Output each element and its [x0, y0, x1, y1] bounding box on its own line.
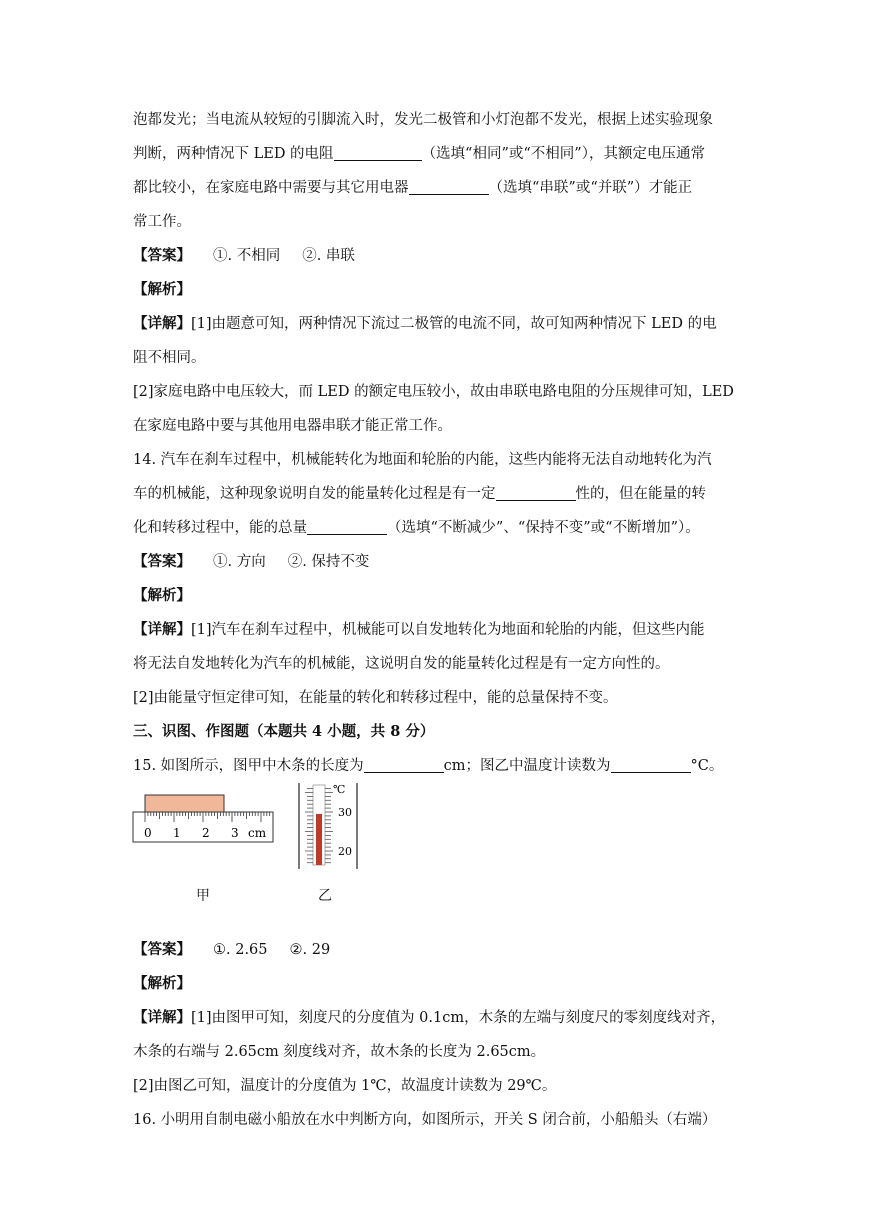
- q15-line1-text-b: cm；图乙中温度计读数为: [443, 758, 611, 774]
- q15-answer-1: ①. 2.65: [213, 942, 268, 958]
- q13-analysis-label: 【解析】: [133, 281, 191, 298]
- q14-line2: [133, 477, 738, 511]
- q13-line4: 常工作。: [133, 214, 191, 230]
- q14-detail1: [133, 613, 738, 647]
- thermometer-label-30: 30: [338, 806, 352, 819]
- q13-line3: [133, 171, 738, 205]
- thermometer-figure: [296, 781, 366, 893]
- q15-answer-2: ②. 29: [289, 942, 331, 958]
- q14-answer-2: ②. 保持不变: [287, 554, 370, 570]
- q15-figures: [133, 783, 738, 933]
- q14-line2-text-a: 车的机械能，这种现象说明自发的能量转化过程是有一定: [133, 486, 496, 502]
- q13-blank-1: [334, 144, 422, 161]
- figure-a-label: 甲: [196, 888, 210, 904]
- answer-label: 【答案】: [133, 553, 191, 570]
- q15-answer: [133, 933, 738, 967]
- q14-analysis-label: 【解析】: [133, 587, 191, 604]
- q14-blank-2: [307, 518, 387, 535]
- q13-line3-text-b: （选填“串联”或“并联”）才能正: [488, 180, 693, 196]
- q13-line1: 泡都发光；当电流从较短的引脚流入时，发光二极管和小灯泡都不发光，根据上述实验现象: [133, 112, 713, 128]
- q14-answer-1: ①. 方向: [213, 554, 266, 570]
- ruler-label-0: 0: [144, 826, 152, 840]
- q15-detail1: [133, 1001, 738, 1035]
- q13-line3-text-a: 都比较小，在家庭电路中需要与其它用电器: [133, 180, 409, 196]
- q14-line3: [133, 511, 738, 545]
- q14-detail1-text: [1]汽车在刹车过程中，机械能可以自发地转化为地面和轮胎的内能，但这些内能: [191, 622, 705, 638]
- q13-answer-1: ①. 不相同: [213, 248, 281, 264]
- q13-answer-2: ②. 串联: [302, 248, 355, 264]
- answer-label: 【答案】: [133, 247, 191, 264]
- q14-line3-text-b: （选填“不断减少”、“保持不变”或“不断增加”）。: [387, 520, 700, 536]
- ruler-label-3: 3: [231, 826, 239, 840]
- mercury-column: [316, 814, 322, 865]
- q13-detail1-text: [1]由题意可知，两种情况下流过二极管的电流不同，故可知两种情况下 LED 的电: [191, 316, 717, 332]
- q14-line3-text-a: 化和转移过程中，能的总量: [133, 520, 307, 536]
- q15-detail1-cont: 木条的右端与 2.65cm 刻度线对齐，故木条的长度为 2.65cm。: [133, 1044, 546, 1060]
- detail-label: 【详解】: [133, 1009, 191, 1026]
- q13-line2-text-a: 判断，两种情况下 LED 的电阻: [133, 146, 334, 162]
- detail-label: 【详解】: [133, 621, 191, 638]
- ruler-label-2: 2: [202, 826, 210, 840]
- q13-detail2-cont: 在家庭电路中要与其他用电器串联才能正常工作。: [133, 418, 452, 434]
- section-3-heading: 三、识图、作图题（本题共 4 小题，共 8 分）: [133, 723, 435, 740]
- q14-line1: 14. 汽车在刹车过程中，机械能转化为地面和轮胎的内能，这些内能将无法自动地转化为汽: [133, 452, 712, 468]
- q15-line1: [133, 749, 738, 783]
- document-content: [133, 103, 738, 1137]
- q15-line1-text-a: 15. 如图所示，图甲中木条的长度为: [133, 758, 364, 774]
- answer-label: 【答案】: [133, 941, 191, 958]
- q15-detail2: [2]由图乙可知，温度计的分度值为 1℃，故温度计读数为 29℃。: [133, 1078, 557, 1094]
- q14-detail1-cont: 将无法自发地转化为汽车的机械能，这说明自发的能量转化过程是有一定方向性的。: [133, 656, 670, 672]
- q14-detail2: [2]由能量守恒定律可知，在能量的转化和转移过程中，能的总量保持不变。: [133, 690, 618, 706]
- ruler-label-1: 1: [173, 826, 181, 840]
- wood-strip: [145, 795, 224, 812]
- thermometer-label-20: 20: [338, 845, 352, 858]
- thermometer-unit: ℃: [333, 783, 346, 796]
- q13-detail1-cont: 阻不相同。: [133, 350, 206, 366]
- q15-blank-1: [364, 756, 444, 773]
- q14-line2-text-b: 性的，但在能量的转: [575, 486, 706, 502]
- q14-blank-1: [496, 484, 576, 501]
- q13-line2: [133, 137, 738, 171]
- q15-detail1-text: [1]由图甲可知，刻度尺的分度值为 0.1cm，木条的左端与刻度尺的零刻度线对齐，: [191, 1010, 726, 1026]
- ruler-unit: cm: [248, 826, 267, 840]
- figure-b-label: 乙: [318, 888, 332, 904]
- detail-label: 【详解】: [133, 315, 191, 332]
- q13-detail2: [2]家庭电路中电压较大，而 LED 的额定电压较小，故由串联电路电阻的分压规律可知，LED: [133, 384, 734, 400]
- q13-detail1: [133, 307, 738, 341]
- q15-blank-2: [611, 756, 691, 773]
- q16-line1: 16. 小明用自制电磁小船放在水中判断方向，如图所示，开关 S 闭合前，小船船头（右端）: [133, 1112, 717, 1128]
- q14-answer: [133, 545, 738, 579]
- q13-blank-2: [409, 178, 489, 195]
- q13-answer: [133, 239, 738, 273]
- q13-line2-text-b: （选填“相同”或“不相同”），其额定电压通常: [421, 146, 705, 162]
- q15-line1-text-c: °C。: [690, 758, 724, 774]
- q15-analysis-label: 【解析】: [133, 975, 191, 992]
- ruler-figure: [133, 791, 278, 871]
